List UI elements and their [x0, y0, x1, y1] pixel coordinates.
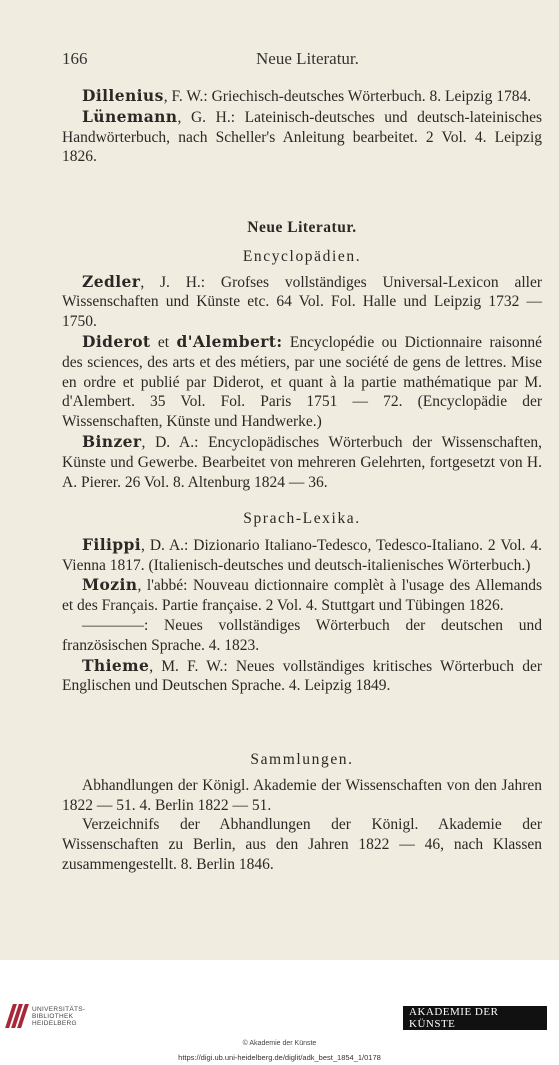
- section-sammlungen: [62, 750, 542, 875]
- section-heading: Neue Literatur.: [247, 219, 357, 236]
- entry-thieme: Thieme, M. F. W.: Neues vollständiges kritisches Wörterbuch der Englischen und Deutschen Sprache. 4. Leipzig 1849.: [62, 655, 542, 695]
- subheading-encyclopaedien: Encyclopädien.: [242, 247, 362, 265]
- viewer-footer: [0, 960, 559, 1065]
- entry-mozin: Mozin, l'abbé: Nouveau dictionnaire complèt à l'usage des Allemands et des Français. Partie française. 2 Vol. 4. Stuttgart und Tübingen 1826.: [62, 575, 542, 615]
- section-sprach-lexika: [62, 509, 542, 696]
- top-entries: [62, 86, 542, 167]
- running-head-title: Neue Literatur.: [256, 49, 359, 68]
- subheading-sprach-lexika: Sprach-Lexika.: [243, 510, 361, 527]
- library-logo-text: UNIVERSITÄTS- BIBLIOTHEK HEIDELBERG: [32, 1005, 86, 1027]
- akademie-logo-text: AKADEMIE DER KÜNSTE: [402, 1003, 548, 1033]
- entry-binzer: Binzer, D. A.: Encyclopädisches Wörterbuch der Wissenschaften, Künste und Gewerbe. Bearbeitet von mehreren Gelehrten, fortgesetzt von H. A. Pierer. 26 Vol. 8. Altenburg 1824 — 36.: [62, 431, 542, 491]
- copyright-notice: © Akademie der Künste: [242, 1040, 317, 1047]
- akademie-logo[interactable]: [402, 1006, 548, 1030]
- permalink-url[interactable]: https://digi.ub.uni-heidelberg.de/diglit/adk_best_1854_1/0178: [178, 1053, 381, 1062]
- entry-diderot: Diderot et d'Alembert: Encyclopédie ou Dictionnaire raisonné des sciences, des arts et des métiers, par une société de gens de lettres. Mise en ordre et publié par Diderot, et quant à la partie mathématique par M. d'Alembert. 35 Vol. Fol. Paris 1751 — 72. (Encyclopädie der Wissenschaften, Künste und Handwerke.): [62, 331, 542, 431]
- library-logo-icon: [6, 1004, 28, 1028]
- entry-filippi: Filippi, D. A.: Dizionario Italiano-Tedesco, Tedesco-Italiano. 2 Vol. 4. Vienna 1817. (Italienisch-deutsches und deutsch-italienisches Wörterbuch.): [62, 534, 542, 574]
- entry-luenemann: Lünemann, G. H.: Lateinisch-deutsches und deutsch-lateinisches Handwörterbuch, nach Scheller's Anleitung bearbeitet. 2 Vol. 4. Leipzig 1826.: [62, 106, 542, 166]
- entry-mozin-2: ————: Neues vollständiges Wörterbuch der deutschen und französischen Sprache. 4. 1823.: [62, 616, 542, 654]
- paragraph-verzeichniss: Verzeichnifs der Abhandlungen der Königl. Akademie der Wissenschaften zu Berlin, aus den Jahren 1822 — 46, nach Klassen zusammengestellt. 8. Berlin 1846.: [62, 816, 542, 873]
- entry-zedler: Zedler, J. H.: Grofses vollständiges Universal-Lexicon aller Wissenschaften und Künste etc. 64 Vol. Fol. Halle und Leipzig 1732 — 1750.: [62, 271, 542, 331]
- library-logo[interactable]: [6, 1004, 85, 1028]
- section-neue-literatur: [62, 218, 542, 492]
- paragraph-abhandlungen: Abhandlungen der Königl. Akademie der Wissenschaften von den Jahren 1822 — 51. 4. Berlin 1822 — 51.: [62, 776, 542, 814]
- entry-dillenius: Dillenius, F. W.: Griechisch-deutsches Wörterbuch. 8. Leipzig 1784.: [82, 86, 532, 105]
- page-number: 166: [62, 49, 88, 68]
- subheading-sammlungen: Sammlungen.: [250, 751, 354, 768]
